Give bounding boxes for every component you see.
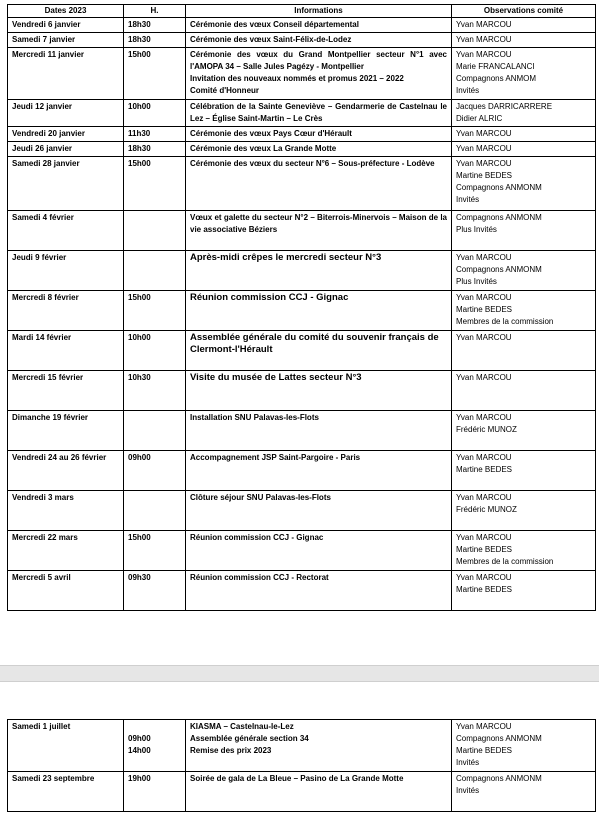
row-obs: Yvan MARCOU Compagnons ANMONM Martine BEDES Invités bbox=[452, 720, 596, 772]
row-info: Accompagnement JSP Saint-Pargoire - Paris bbox=[186, 451, 452, 491]
row-hour bbox=[124, 211, 186, 251]
row-hour: 09h00 14h00 bbox=[124, 720, 186, 772]
row-obs: Yvan MARCOU bbox=[452, 142, 596, 157]
row-hour: 10h00 bbox=[124, 100, 186, 127]
row-date: Vendredi 3 mars bbox=[8, 491, 124, 531]
row-hour: 18h30 bbox=[124, 142, 186, 157]
row-info: Cérémonie des vœux Conseil départemental bbox=[186, 18, 452, 33]
table-row bbox=[8, 18, 596, 33]
row-info: Après-midi crêpes le mercredi secteur N°3 bbox=[186, 251, 452, 291]
row-date: Mercredi 11 janvier bbox=[8, 48, 124, 100]
row-date: Vendredi 6 janvier bbox=[8, 18, 124, 33]
row-hour: 15h00 bbox=[124, 48, 186, 100]
row-obs: Yvan MARCOU bbox=[452, 18, 596, 33]
row-date: Samedi 1 juillet bbox=[8, 720, 124, 772]
table-row bbox=[8, 100, 596, 127]
row-info: Clôture séjour SNU Palavas-les-Flots bbox=[186, 491, 452, 531]
header-obs: Observations comité bbox=[452, 5, 596, 18]
row-date: Jeudi 9 février bbox=[8, 251, 124, 291]
table-row bbox=[8, 772, 596, 812]
table-row bbox=[8, 451, 596, 491]
row-date: Mardi 14 février bbox=[8, 331, 124, 371]
row-hour: 10h30 bbox=[124, 371, 186, 411]
row-info: Vœux et galette du secteur N°2 – Biterrois-Minervois – Maison de la vie associative Béziers bbox=[186, 211, 452, 251]
table-row bbox=[8, 371, 596, 411]
row-obs: Yvan MARCOU bbox=[452, 33, 596, 48]
row-obs: Jacques DARRICARRERE Didier ALRIC bbox=[452, 100, 596, 127]
row-hour: 15h00 bbox=[124, 531, 186, 571]
row-hour: 09h30 bbox=[124, 571, 186, 611]
row-hour: 18h30 bbox=[124, 18, 186, 33]
row-info: Cérémonie des vœux Pays Cœur d'Hérault bbox=[186, 127, 452, 142]
row-obs: Yvan MARCOU Frédéric MUNOZ bbox=[452, 411, 596, 451]
page-break bbox=[0, 665, 599, 682]
table-row bbox=[8, 491, 596, 531]
schedule-table bbox=[7, 4, 596, 611]
row-obs: Yvan MARCOU Martine BEDES Compagnons ANMONM Invités bbox=[452, 157, 596, 211]
row-obs: Yvan MARCOU Martine BEDES Membres de la commission bbox=[452, 531, 596, 571]
row-obs: Yvan MARCOU Compagnons ANMONM Plus Invités bbox=[452, 251, 596, 291]
row-date: Samedi 23 septembre bbox=[8, 772, 124, 812]
schedule-table-page-2 bbox=[7, 719, 596, 812]
table-row bbox=[8, 157, 596, 211]
row-info: Cérémonie des vœux du secteur N°6 – Sous-préfecture - Lodève bbox=[186, 157, 452, 211]
row-obs: Yvan MARCOU Martine BEDES bbox=[452, 451, 596, 491]
table-row bbox=[8, 291, 596, 331]
row-info: Cérémonie des vœux La Grande Motte bbox=[186, 142, 452, 157]
row-obs: Yvan MARCOU Martine BEDES Membres de la commission bbox=[452, 291, 596, 331]
row-date: Vendredi 20 janvier bbox=[8, 127, 124, 142]
row-hour: 15h00 bbox=[124, 291, 186, 331]
table-row bbox=[8, 251, 596, 291]
row-info: Réunion commission CCJ - Rectorat bbox=[186, 571, 452, 611]
table-row bbox=[8, 411, 596, 451]
row-info: Réunion commission CCJ - Gignac bbox=[186, 531, 452, 571]
row-obs: Yvan MARCOU Frédéric MUNOZ bbox=[452, 491, 596, 531]
row-hour: 18h30 bbox=[124, 33, 186, 48]
row-obs: Yvan MARCOU Marie FRANCALANCI Compagnons ANMOM Invités bbox=[452, 48, 596, 100]
row-obs: Compagnons ANMONM Invités bbox=[452, 772, 596, 812]
row-date: Mercredi 5 avril bbox=[8, 571, 124, 611]
row-hour: 19h00 bbox=[124, 772, 186, 812]
row-date: Samedi 4 février bbox=[8, 211, 124, 251]
row-date: Mercredi 15 février bbox=[8, 371, 124, 411]
row-hour: 10h00 bbox=[124, 331, 186, 371]
table-header-row bbox=[8, 5, 596, 18]
row-info: KIASMA – Castelnau-le-Lez Assemblée générale section 34 Remise des prix 2023 bbox=[186, 720, 452, 772]
row-hour: 09h00 bbox=[124, 451, 186, 491]
table-row bbox=[8, 211, 596, 251]
row-date: Mercredi 22 mars bbox=[8, 531, 124, 571]
row-date: Samedi 7 janvier bbox=[8, 33, 124, 48]
table-row bbox=[8, 571, 596, 611]
row-date: Dimanche 19 février bbox=[8, 411, 124, 451]
row-date: Jeudi 26 janvier bbox=[8, 142, 124, 157]
row-hour: 15h00 bbox=[124, 157, 186, 211]
row-obs: Yvan MARCOU bbox=[452, 127, 596, 142]
table-row bbox=[8, 531, 596, 571]
table-row bbox=[8, 720, 596, 772]
row-obs: Yvan MARCOU Martine BEDES bbox=[452, 571, 596, 611]
header-info: Informations bbox=[186, 5, 452, 18]
header-dates: Dates 2023 bbox=[8, 5, 124, 18]
row-date: Samedi 28 janvier bbox=[8, 157, 124, 211]
row-date: Jeudi 12 janvier bbox=[8, 100, 124, 127]
row-hour bbox=[124, 491, 186, 531]
row-date: Mercredi 8 février bbox=[8, 291, 124, 331]
row-hour bbox=[124, 251, 186, 291]
row-obs: Compagnons ANMONM Plus Invités bbox=[452, 211, 596, 251]
row-info: Cérémonie des vœux du Grand Montpellier secteur N°1 avec l'AMOPA 34 – Salle Jules Pagézy - Montpellier Invitation des nouveaux nommés et promus 2021 – 2022 Comité d'Honneur bbox=[186, 48, 452, 100]
row-hour: 11h30 bbox=[124, 127, 186, 142]
row-obs: Yvan MARCOU bbox=[452, 331, 596, 371]
row-info: Réunion commission CCJ - Gignac bbox=[186, 291, 452, 331]
header-hour: H. bbox=[124, 5, 186, 18]
table-row bbox=[8, 127, 596, 142]
row-info: Cérémonie des vœux Saint-Félix-de-Lodez bbox=[186, 33, 452, 48]
row-hour bbox=[124, 411, 186, 451]
table-row bbox=[8, 33, 596, 48]
row-obs: Yvan MARCOU bbox=[452, 371, 596, 411]
row-info: Assemblée générale du comité du souvenir français de Clermont-l'Hérault bbox=[186, 331, 452, 371]
table-row bbox=[8, 331, 596, 371]
row-info: Soirée de gala de La Bleue – Pasino de La Grande Motte bbox=[186, 772, 452, 812]
row-date: Vendredi 24 au 26 février bbox=[8, 451, 124, 491]
row-info: Célébration de la Sainte Geneviève – Gendarmerie de Castelnau le Lez – Église Saint-Martin – Le Crès bbox=[186, 100, 452, 127]
row-info: Installation SNU Palavas-les-Flots bbox=[186, 411, 452, 451]
row-info: Visite du musée de Lattes secteur N°3 bbox=[186, 371, 452, 411]
table-row bbox=[8, 142, 596, 157]
table-row bbox=[8, 48, 596, 100]
